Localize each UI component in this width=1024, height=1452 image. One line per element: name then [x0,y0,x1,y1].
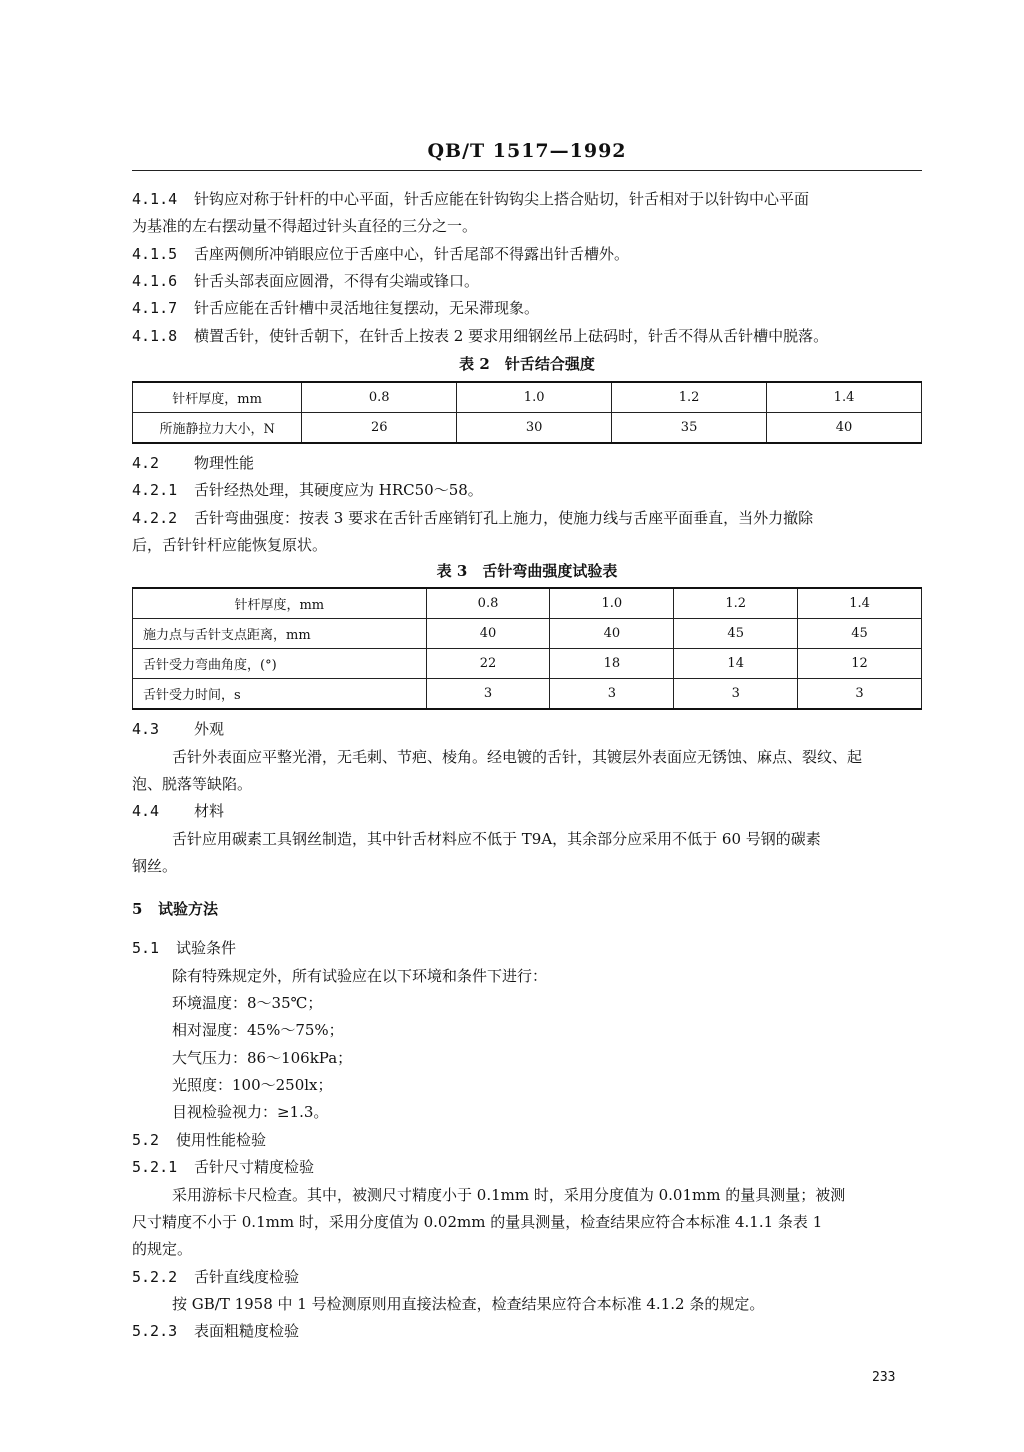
clause-5-2-1-cont2: 的规定。 [132,1240,193,1258]
table-cell: 3 [550,679,674,710]
table-cell: 3 [674,679,798,710]
clause-4-1-6 [132,268,922,295]
table-cell: 40 [426,619,550,649]
clause-number: 4.3 [132,720,160,738]
clause-number: 5.2.2 [132,1268,178,1286]
table-cell: 1.0 [457,382,612,413]
table-row [133,619,922,649]
table-cell: 施力点与舌针支点距离，mm [133,619,427,649]
section-number: 5 [132,900,143,918]
table-row [133,649,922,679]
clause-number: 4.1.8 [132,327,178,345]
clause-5-2-2-text: 按 GB/T 1958 中 1 号检测原则用直接法检查，检查结果应符合本标准 4.1.2 条的规定。 [172,1295,765,1313]
table-row [133,382,922,413]
clause-title: 舌针直线度检验 [194,1268,300,1286]
clause-number: 4.1.7 [132,299,178,317]
clause-4-4-text: 舌针应用碳素工具钢丝制造，其中针舌材料应不低于 T9A，其余部分应采用不低于 60 号钢的碳素 [172,830,821,848]
section-5-heading [132,898,218,919]
table-cell: 1.4 [798,588,922,619]
table-cell: 40 [550,619,674,649]
clause-text: 横置舌针，使针舌朝下，在针舌上按表 2 要求用细钢丝吊上砝码时，针舌不得从舌针槽中脱落。 [194,327,829,345]
clause-5-2-1-text: 采用游标卡尺检查。其中，被测尺寸精度小于 0.1mm 时，采用分度值为 0.01mm 的量具测量；被测 [172,1186,846,1204]
clause-4-1-4-cont: 为基准的左右摆动量不得超过针头直径的三分之一。 [132,217,478,235]
table-cell: 舌针受力时间，s [133,679,427,710]
table-cell: 舌针受力弯曲角度，(°) [133,649,427,679]
table-cell: 45 [674,619,798,649]
table-cell: 18 [550,649,674,679]
table-cell: 40 [767,413,922,444]
table3 [132,587,922,710]
clause-4-2-2 [132,505,922,532]
clause-5-2-1-cont: 尺寸精度不小于 0.1mm 时，采用分度值为 0.02mm 的量具测量，检查结果应符合本标准 4.1.1 条表 1 [132,1213,823,1231]
clause-text: 针钩应对称于针杆的中心平面，针舌应能在针钩钩尖上搭合贴切，针舌相对于以针钩中心平面 [194,190,810,208]
clause-number: 4.2.1 [132,481,178,499]
clause-4-1-5 [132,241,922,268]
table-cell: 22 [426,649,550,679]
table-cell: 26 [302,413,457,444]
table2-caption: 表 2 针舌结合强度 [459,355,595,373]
clause-number: 4.1.5 [132,245,178,263]
clause-text: 舌针经热处理，其硬度应为 HRC50～58。 [194,481,483,499]
table-cell: 3 [798,679,922,710]
clause-number: 5.2.1 [132,1158,178,1176]
condition-item: 光照度：100～250lx； [172,1076,333,1094]
clause-title: 试验条件 [176,939,237,957]
condition-item: 环境温度：8～35℃； [172,994,323,1012]
clause-4-3-text: 舌针外表面应平整光滑，无毛刺、节疤、棱角。经电镀的舌针，其镀层外表面应无锈蚀、麻点、裂纹、起 [172,748,863,766]
clause-title: 舌针尺寸精度检验 [194,1158,315,1176]
table-cell: 3 [426,679,550,710]
table-row [133,588,922,619]
clause-4-2 [132,450,922,477]
table-row [133,413,922,444]
clause-4-4-cont: 钢丝。 [132,857,178,875]
clause-5-1 [132,935,922,962]
table-cell: 30 [457,413,612,444]
clause-4-1-4 [132,186,922,213]
clause-5-1-intro: 除有特殊规定外，所有试验应在以下环境和条件下进行： [172,967,548,985]
clause-number: 4.2.2 [132,509,178,527]
table-cell: 1.2 [612,382,767,413]
clause-5-2-3 [132,1318,922,1345]
clause-title: 使用性能检验 [176,1131,267,1149]
table-cell: 0.8 [426,588,550,619]
clause-title: 表面粗糙度检验 [194,1322,300,1340]
clause-text: 针舌应能在舌针槽中灵活地往复摆动，无呆滞现象。 [194,299,540,317]
clause-number: 5.2 [132,1131,160,1149]
page-number: 233 [872,1370,896,1385]
clause-4-2-1 [132,477,922,504]
clause-4-4 [132,798,922,825]
table-cell: 12 [798,649,922,679]
clause-text: 物理性能 [194,454,255,472]
clause-4-3 [132,716,922,743]
table-row [133,679,922,710]
table-cell: 0.8 [302,382,457,413]
table-cell: 35 [612,413,767,444]
clause-number: 4.1.6 [132,272,178,290]
table-cell: 1.2 [674,588,798,619]
table-cell: 14 [674,649,798,679]
table3-caption: 表 3 舌针弯曲强度试验表 [436,562,618,580]
clause-text: 舌针弯曲强度：按表 3 要求在舌针舌座销钉孔上施力，使施力线与舌座平面垂直，当外力撤除 [194,509,814,527]
clause-5-2-2 [132,1264,922,1291]
condition-item: 目视检验视力：≥1.3。 [172,1103,329,1121]
clause-number: 5.2.3 [132,1322,178,1340]
clause-text: 舌座两侧所冲销眼应位于舌座中心，针舌尾部不得露出针舌槽外。 [194,245,630,263]
table2 [132,381,922,444]
page-header: QB/T 1517—1992 [427,140,627,162]
clause-4-1-7 [132,295,922,322]
section-title: 试验方法 [158,900,219,918]
table-cell: 45 [798,619,922,649]
table-cell: 所施静拉力大小，N [133,413,302,444]
header-rule [132,170,922,171]
condition-item: 相对湿度：45%～75%； [172,1021,344,1039]
clause-number: 5.1 [132,939,160,957]
clause-text: 针舌头部表面应圆滑，不得有尖端或锋口。 [194,272,480,290]
clause-number: 4.2 [132,454,160,472]
table-cell: 1.4 [767,382,922,413]
clause-5-2 [132,1127,922,1154]
clause-4-1-8 [132,323,922,350]
clause-title: 材料 [194,802,225,820]
clause-number: 4.4 [132,802,160,820]
table-cell: 针杆厚度，mm [133,382,302,413]
table-cell: 1.0 [550,588,674,619]
clause-4-3-cont: 泡、脱落等缺陷。 [132,775,253,793]
clause-5-2-1 [132,1154,922,1181]
table-cell: 针杆厚度，mm [133,588,427,619]
condition-item: 大气压力：86～106kPa； [172,1049,353,1067]
clause-title: 外观 [194,720,225,738]
clause-number: 4.1.4 [132,190,178,208]
clause-4-2-2-cont: 后，舌针针杆应能恢复原状。 [132,536,328,554]
